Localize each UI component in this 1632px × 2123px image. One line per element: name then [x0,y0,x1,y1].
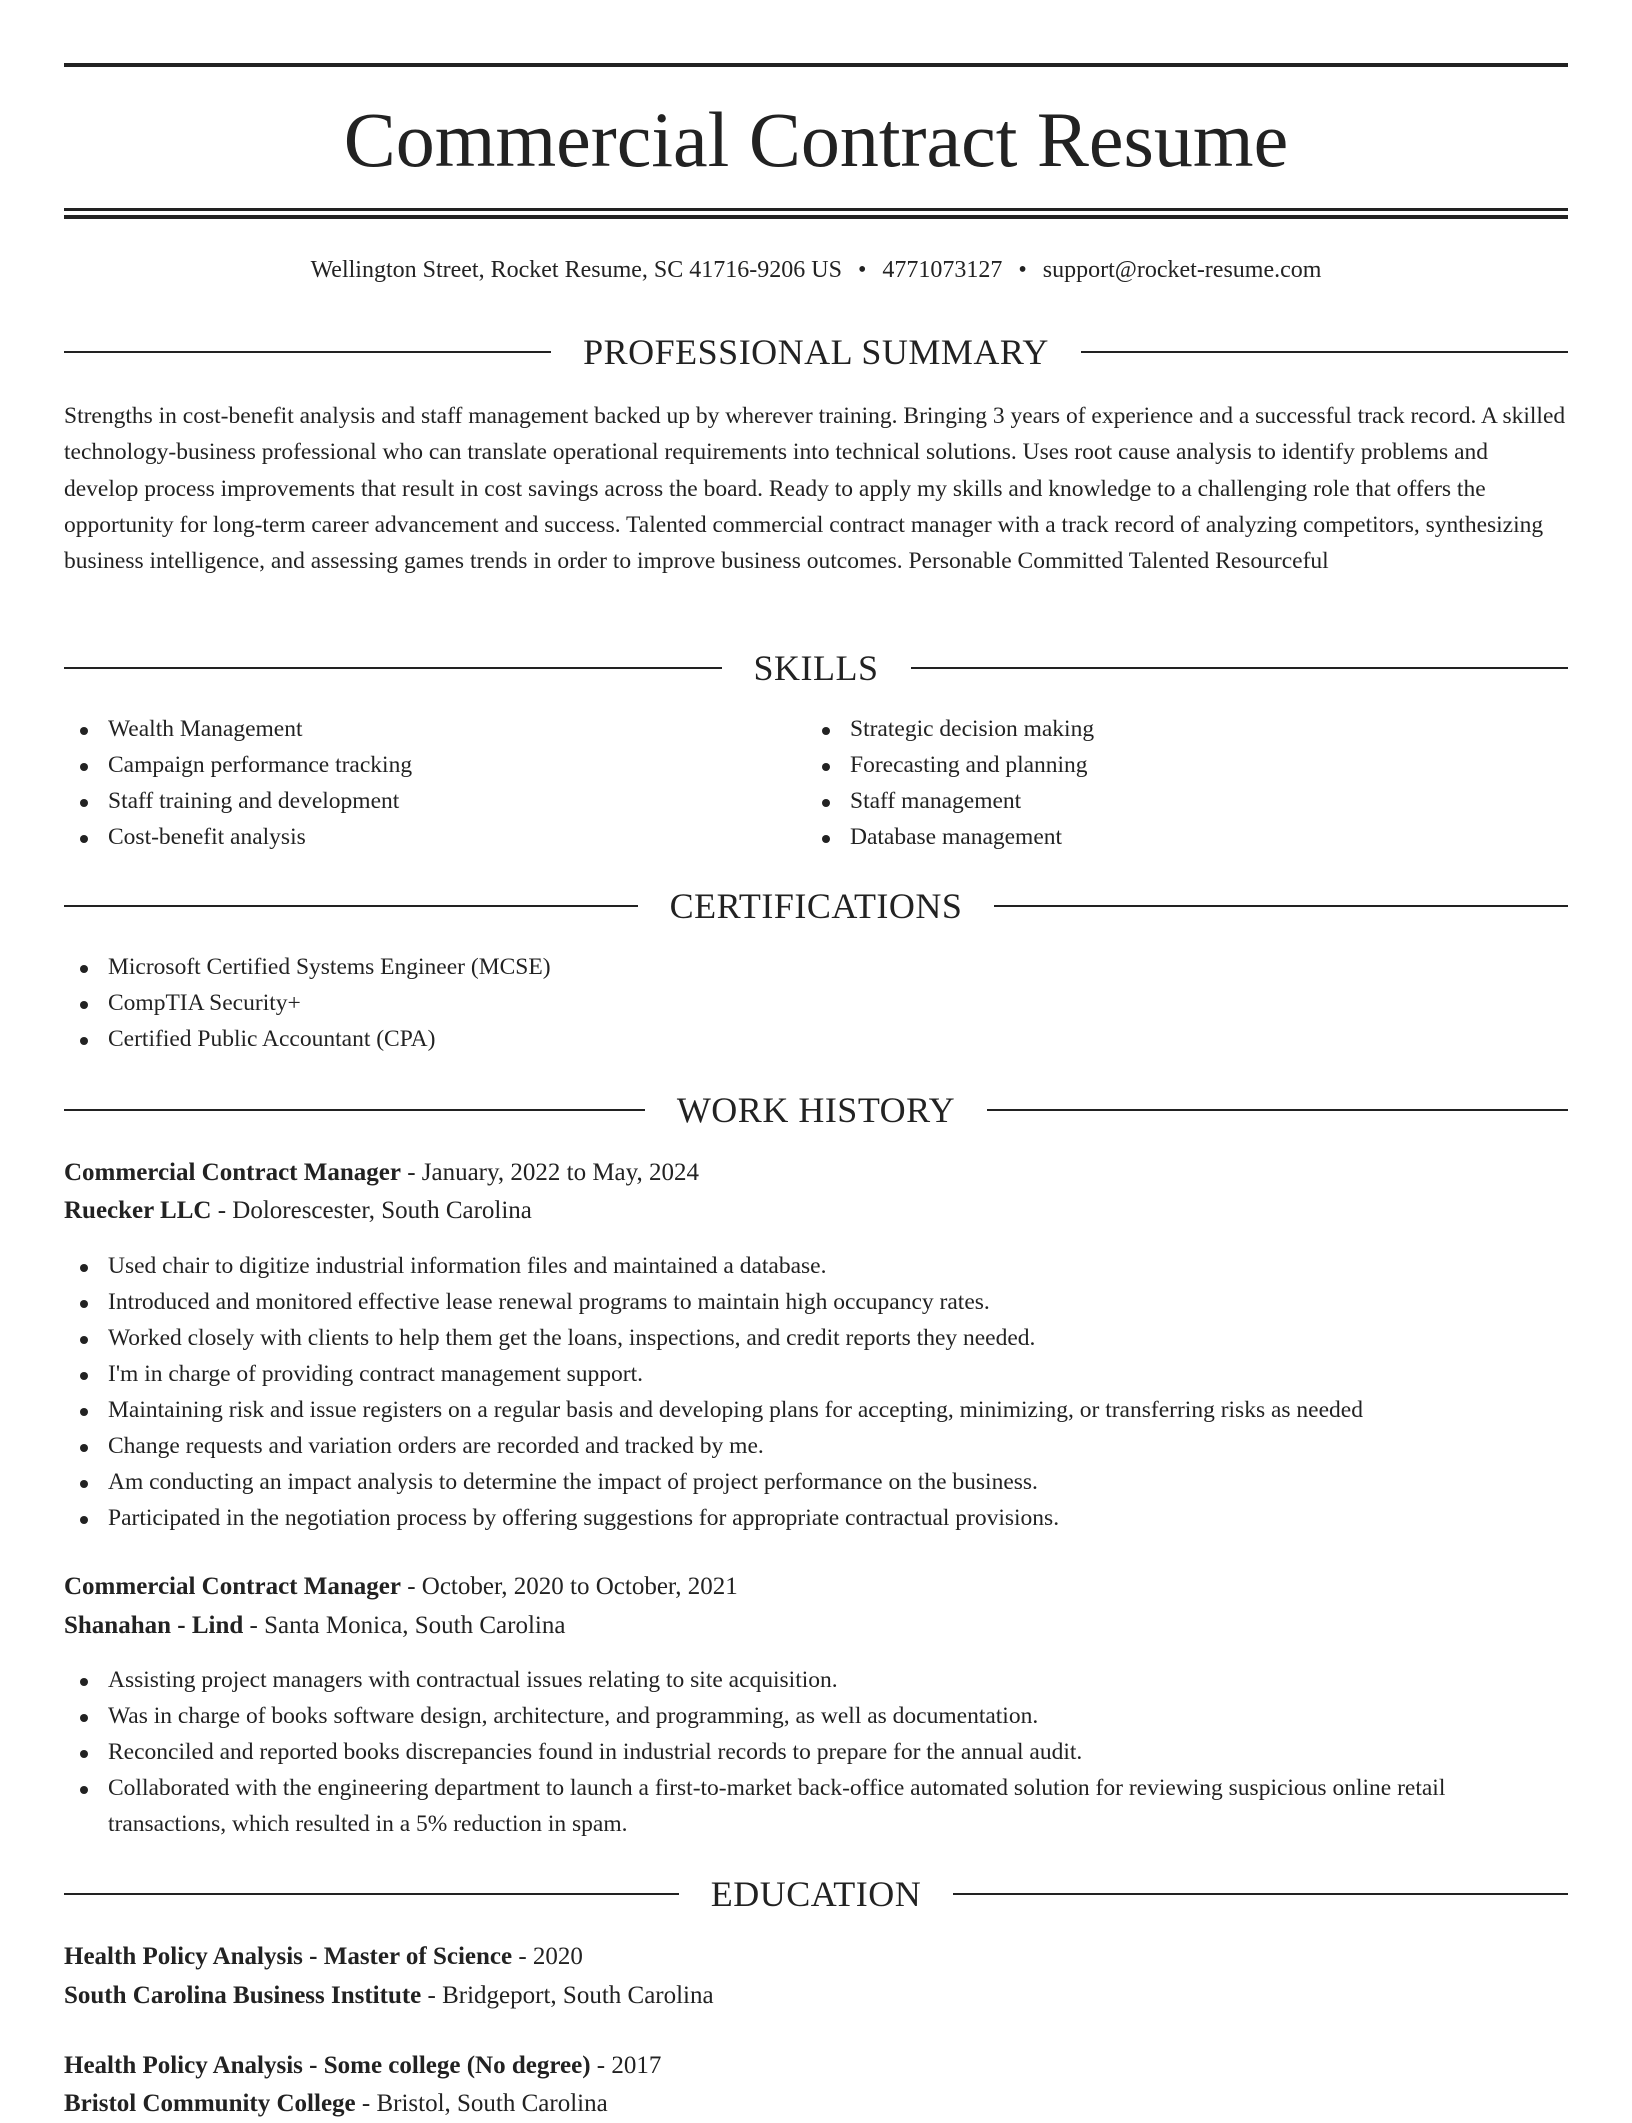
heading-rule [994,905,1568,907]
heading-rule [1081,351,1568,353]
education-degree: Health Policy Analysis - Some college (No degree) [64,2052,591,2079]
job-company: Ruecker LLC [64,1197,212,1224]
certification-item: CompTIA Security+ [64,985,1568,1021]
job-dates: - October, 2020 to October, 2021 [400,1573,738,1600]
heading-rule [64,351,551,353]
section-title: WORK HISTORY [676,1090,956,1130]
job-bullet: Collaborated with the engineering department to launch a first-to-market back-office automated solution for reviewing suspicious online retail transactions, which resulted in a 5% reduction in spam. [64,1770,1568,1842]
certification-item: Microsoft Certified Systems Engineer (MCSE) [64,949,1568,985]
job-bullet: Worked closely with clients to help them get the loans, inspections, and credit reports they needed. [64,1320,1568,1356]
skill-item: Staff training and development [64,783,764,819]
certifications-list [64,949,1568,1057]
heading-rule [64,905,638,907]
heading-rule [64,1893,679,1895]
job-title: Commercial Contract Manager [64,1159,401,1186]
job-title-line [64,1568,1568,1606]
job-bullet: Used chair to digitize industrial information files and maintained a database. [64,1248,1568,1284]
skill-item: Strategic decision making [806,711,1506,747]
job-location: - Dolorescester, South Carolina [211,1197,532,1224]
education-location: - Bridgeport, South Carolina [421,1982,714,2009]
skill-item: Wealth Management [64,711,764,747]
header-bottom-rule-2 [64,215,1568,219]
skill-item: Cost-benefit analysis [64,819,764,855]
heading-rule [987,1109,1568,1111]
header-top-rule [64,63,1568,67]
job-bullet: Was in charge of books software design, architecture, and programming, as well as documentation. [64,1698,1568,1734]
section-title: CERTIFICATIONS [669,886,963,926]
job-bullet-list [64,1248,1568,1536]
section-title: SKILLS [753,648,879,688]
job-title: Commercial Contract Manager [64,1573,401,1600]
education-degree-line [64,2047,1568,2085]
section-heading-certifications [64,884,1568,928]
job-bullet-list [64,1662,1568,1842]
job-company: Shanahan - Lind [64,1612,244,1639]
resume-title: Commercial Contract Resume [343,96,1289,183]
job-company-line [64,1192,1568,1230]
contact-separator: • [857,257,867,283]
education-degree: Health Policy Analysis - Master of Science [64,1943,513,1970]
heading-rule [64,667,722,669]
skill-item: Database management [806,819,1506,855]
heading-rule [953,1893,1568,1895]
education-school-line [64,1977,1568,2015]
job-bullet: Assisting project managers with contractual issues relating to site acquisition. [64,1662,1568,1698]
contact-line [64,252,1568,288]
skills-list-right [806,711,1506,855]
contact-phone: 4771073127 [882,257,1003,283]
education-year: - 2020 [512,1943,583,1970]
section-heading-skills [64,646,1568,690]
job-dates: - January, 2022 to May, 2024 [400,1159,700,1186]
education-school: Bristol Community College [64,2090,356,2117]
heading-rule [64,1109,645,1111]
skill-item: Staff management [806,783,1506,819]
job-bullet: I'm in charge of providing contract management support. [64,1356,1568,1392]
section-heading-education [64,1872,1568,1916]
skill-item: Campaign performance tracking [64,747,764,783]
certifications-block [64,949,1568,1057]
job-company-line [64,1607,1568,1645]
job-bullet: Am conducting an impact analysis to determine the impact of project performance on the business. [64,1464,1568,1500]
education-year: - 2017 [590,2052,662,2079]
education-degree-line [64,1938,1568,1976]
job-title-line [64,1154,1568,1192]
education-school: South Carolina Business Institute [64,1982,422,2009]
contact-email: support@rocket-resume.com [1042,257,1322,283]
contact-separator: • [1018,257,1027,283]
certification-item: Certified Public Accountant (CPA) [64,1021,1568,1057]
job-bullet: Introduced and monitored effective lease renewal programs to maintain high occupancy rates. [64,1284,1568,1320]
summary-text: Strengths in cost-benefit analysis and staff management backed up by wherever training. Bringing 3 years of experience and a successful track record. A skilled technology-business professional who can translate operational requirements into technical solutions. Uses root cause analysis to identify problems and develop process improvements that result in cost savings across the board. Ready to apply my skills and knowledge to a challenging role that offers the opportunity for long-term career advancement and success. Talented commercial contract manager with a track record of analyzing competitors, synthesizing business intelligence, and assessing games trends in order to improve business outcomes. Personable Committed Talented Resourceful [64,403,1566,575]
job-location: - Santa Monica, South Carolina [243,1612,566,1639]
contact-address: Wellington Street, Rocket Resume, SC 41716-9206 US [310,257,842,283]
job-responsibilities [64,1248,1568,1536]
job-bullet: Participated in the negotiation process by offering suggestions for appropriate contractual provisions. [64,1500,1568,1536]
heading-rule [911,667,1569,669]
job-responsibilities [64,1662,1568,1842]
job-bullet: Change requests and variation orders are recorded and tracked by me. [64,1428,1568,1464]
header-bottom-rule-1 [64,208,1568,211]
skill-item: Forecasting and planning [806,747,1506,783]
education-school-line [64,2085,1568,2123]
section-heading-summary [64,330,1568,374]
job-bullet: Maintaining risk and issue registers on a regular basis and developing plans for accepting, minimizing, or transferring risks as needed [64,1392,1568,1428]
section-title: PROFESSIONAL SUMMARY [583,332,1049,372]
section-title: EDUCATION [710,1874,922,1914]
education-location: - Bristol, South Carolina [355,2090,608,2117]
job-bullet: Reconciled and reported books discrepancies found in industrial records to prepare for the annual audit. [64,1734,1568,1770]
skills-list-left [64,711,764,855]
section-heading-work-history [64,1088,1568,1132]
skills-column-right [806,711,1506,855]
skills-column-left [64,711,764,855]
